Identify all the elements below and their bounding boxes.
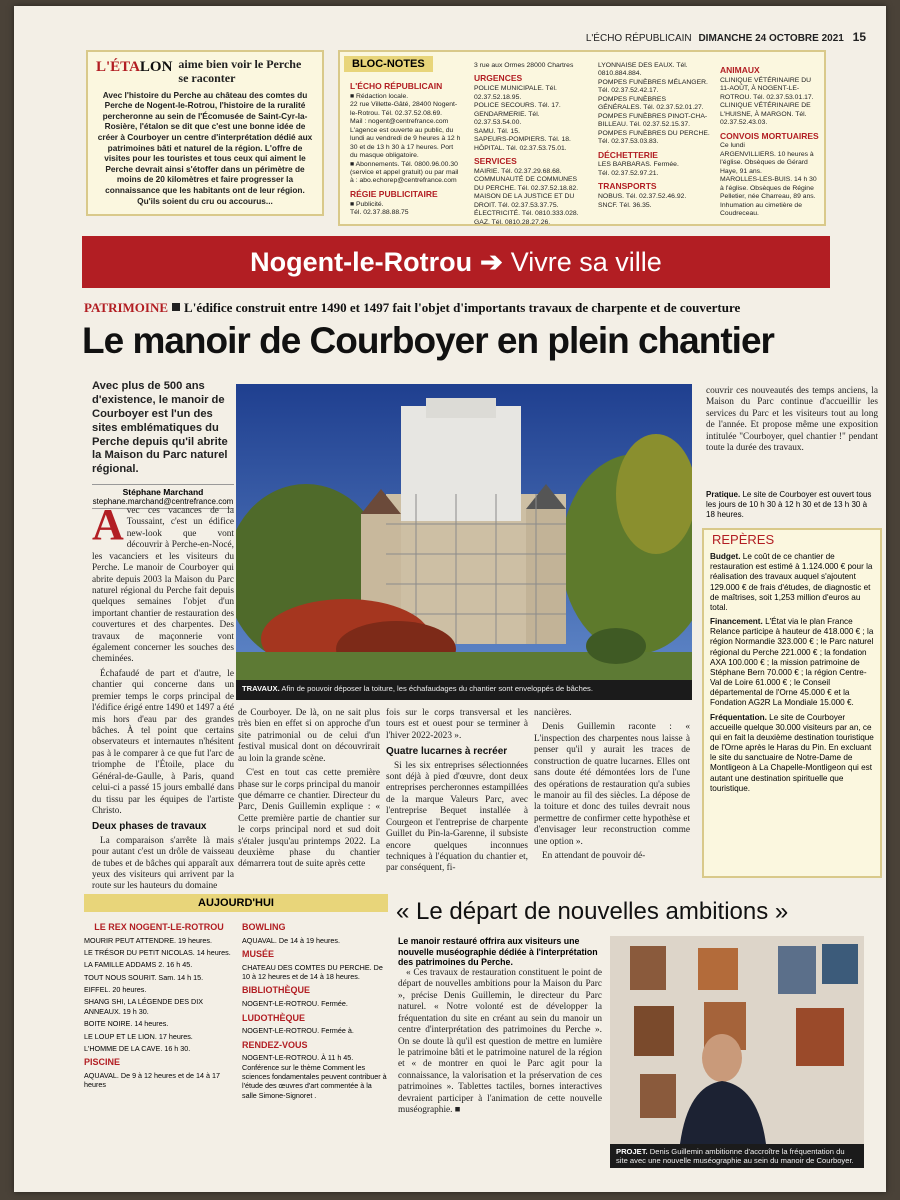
page-number: 15 [852,30,866,44]
financement-item: Financement. L'État via le plan France Relance participe à hauteur de 418.000 € ; la région Normandie 323.000 € ; le Parc naturel régional du Perche 221.000 € ; la fondation AXA 100.000 € ; la mission patrimoine de Stéphane Bern 70.000 € ; la région Centre-Val de Loire 61.000 € ; le Conseil départemental de l'Orne 45.000 € et la Fondation AG2R La Mondiale 15.000 €. [710,617,874,708]
ludotheque-heading: LUDOTHÈQUE [242,1012,305,1023]
bibliotheque-heading: BIBLIOTHÈQUE [242,985,311,996]
pratique-label: Pratique. [706,490,741,499]
bowling-item: AQUAVAL. De 14 à 19 heures. [242,935,341,945]
info-line: SAMU. Tél. 15. [474,127,520,135]
film-item: L'HOMME DE LA CAVE. 16 h 30. [84,1043,191,1053]
musee-item: CHATEAU DES COMTES DU PERCHE. De 10 à 12 heures et de 14 à 18 heures. [242,962,383,982]
budget-item: Budget. Le coût de ce chantier de restauration est estimé à 1.124.000 € pour la réalisation des travaux auquel s'ajoutent 129.000 € de frais d'études, de diagnostic et de maîtrises, soit 1,253 million d'euros au total. [710,552,873,612]
pratique-text: Le site de Courboyer est ouvert tous les jours de 10 h 30 à 12 h 30 et de 13 h 30 à 18 heures. [706,490,872,519]
film-item: LE LOUP ET LE LION. 17 heures. [84,1031,193,1041]
activities-listings [242,918,388,1103]
info-line: MAISON DE LA JUSTICE ET DU DROIT. Tél. 02.37.53.37.75. [474,193,575,209]
film-item: BOITE NOIRE. 14 heures. [84,1019,169,1029]
info-line: LES BARBARAS. Fermée. [598,161,679,169]
info-line: Ce lundi [720,142,745,150]
info-line: MAROLLES-LES-BUIS. 14 h 30 à l'église. Obsèques de Régine Pelletier, née Charreau, 89 ans. Inhumation au cimetière de Coudreceau. [720,176,817,218]
info-line: POLICE SECOURS. Tél. 17. [474,102,561,110]
cinema-heading: LE REX NOGENT-LE-ROTROU [94,922,224,932]
info-line: GAZ. Tél. 0810.28.27.26. [474,218,551,226]
article-column-4 [534,708,690,862]
bloc-col-1 [350,78,462,218]
info-line: SAPEURS-POMPIERS. Tél. 18. [474,136,571,144]
info-line: ■ Publicité. [350,200,384,208]
info-line: POMPES FUNÈBRES DU PERCHE. Tél. 02.37.53.03.83. [598,129,710,146]
reperes-title: REPÈRES [712,532,775,547]
paragraph: vec ces vacances de la Toussaint, c'est un édifice new-look que vont découvrir à Perche-en-Nocé, les vacanciers et les visiteurs du Perche. Le manoir de Courboyer qui abrite depuis 2003 la Maison du Parc naturel régional du Perche fait depuis quelques semaines l'objet d'un important chantier de restauration des couvertures et des charpentes. Des travaux de maçonnerie vont également concerner les souches des cheminées. [92,506,234,665]
section-heading: SERVICES [474,155,517,166]
director-photo [610,936,864,1144]
paragraph: Denis Guillemin raconte : « L'inspection des charpentes nous laisse à penser qu'il y aurait les traces de construction de quatre lucarnes. Elles ont sans doute été démontées lors de l'une des opérations de restauration qu'a subies le manoir au fil des siècles. La dépose de la toiture et donc des tuiles devrait nous permettre de confirmer cette hypothèse et d'envisager leur reconstruction comme une option ». [534,722,690,847]
frequentation-item: Fréquentation. Le site de Courboyer accueille quelque 30.000 visiteurs par an, ce qui en fait la deuxième destination touristique de l'Orne après le Haras du Pin. En excluant le site du sanctuaire de Notre-Dame de Montligeon à La Chapelle-Montligeon qui est autant une destination spirituelle que touristique. [710,712,874,793]
info-line: POMPES FUNÈBRES GÉNÉRALES. Tél. 02.37.52.01.27. [598,95,704,112]
ambitions-chapo: Le manoir restauré offrira aux visiteurs une nouvelle muséographie dédiée à l'interprétation des patrimoines du Perche. [398,936,598,968]
bloc-notes-box [338,50,826,226]
info-line: L'agence est ouverte au public, du lundi au vendredi de 9 heures à 12 h 30 et de 13 h 30 à 17 heures. Port du masque obligatoire. [350,126,461,160]
article-chapo: Avec plus de 500 ans d'existence, le manoir de Courboyer est l'un des sites emblématiques du Perche depuis qu'il abrite la Maison du Parc naturel régional. [92,380,228,476]
subheading: Deux phases de travaux [92,821,207,833]
film-item: EIFFEL. 20 heures. [84,985,147,995]
etalon-headline: aime bien voir le Perche se raconter [178,57,302,85]
film-item: LE TRÉSOR DU PETIT NICOLAS. 14 heures. [84,948,231,958]
band-town: Nogent-le-Rotrou [250,246,473,277]
bowling-heading: BOWLING [242,922,286,932]
info-line: LYONNAISE DES EAUX. Tél. 0810.884.884. [598,62,688,78]
paragraph: En attendant de pouvoir dé- [542,851,646,862]
paragraph: « Ces travaux de restauration constituent le point de départ de nouvelles ambitions pour la Maison du Parc », précise Denis Guillemin, le directeur du Parc naturel. « Notre volonté est de développer la fréquentation du site en créant au sein du manoir un centre d'interprétation des patrimoines du Perche ». On se doute là qu'il est question de mettre en lumière le patrimoine bâti et le patrimoine naturel de la région et « de montrer en quoi le Parc agit pour la connaissance, la valorisation et la préservation de ces patrimoines ». Tablettes tactiles, bornes interactives devraient participer à l'animation de cette nouvelle muséographie. ■ [398,968,602,1116]
cinema-listings [84,918,234,1093]
band-section: Vivre sa ville [510,246,662,277]
etalon-box [86,50,324,216]
info-line: CLINIQUE VÉTÉRINAIRE DE L'HUISNE, À MARGON. Tél. 02.37.52.43.03. [720,102,811,127]
info-line: POMPES FUNÈBRES MÉLANGER. Tél. 02.37.52.42.17. [598,78,708,95]
bloc-col-3 [598,62,710,210]
ludotheque-item: NOGENT-LE-ROTROU. Fermée à. [242,1026,354,1036]
rendez-vous-heading: RENDEZ-VOUS [242,1039,308,1050]
director-illustration [610,936,864,1144]
bloc-notes-tag: BLOC-NOTES [344,56,433,72]
director-photo-caption: PROJET. Denis Guillemin ambitionne d'accroître la fréquentation du site avec une nouvelle muséographie au sein du manoir de Courboyer. [610,1144,864,1168]
kicker-text: L'édifice construit entre 1490 et 1497 fait l'objet d'importants travaux de charpente et de couverture [184,300,741,315]
photo-caption: TRAVAUX. Afin de pouvoir déposer la toiture, les échafaudages du chantier sont enveloppés de bâches. [236,680,692,700]
paragraph: fois sur le corps transversal et les tours est et ouest pour se terminer à l'hiver 2022-2023 ». [386,708,528,741]
section-heading: L'ÉCHO RÉPUBLICAIN [350,81,443,91]
article-column-2 [238,708,380,871]
info-line: Mail : nogent@centrefrance.com [350,118,449,126]
aujourdhui-title: AUJOURD'HUI [84,894,388,912]
section-heading: DÉCHETTERIE [598,149,658,160]
author-name: Stéphane Marchand [122,487,204,497]
info-line: ARGENVILLIERS. 10 heures à l'église. Obsèques de Gérard Haye, 91 ans. [720,150,814,175]
pratique-note [706,490,878,520]
ambitions-title: « Le départ de nouvelles ambitions » [396,898,789,925]
manor-illustration [236,384,692,680]
article-column-3 [386,708,528,875]
square-icon [172,303,180,311]
kicker-label: PATRIMOINE [84,300,169,315]
paragraph: couvrir ces nouveautés des temps anciens, la Maison du Parc continue d'accueillir les services du Parc et les visiteurs tout au long de l'année. Et propose même une exposition intitulée "Courboyer, quel chantier !" pendant toute la durée des travaux. [706,386,878,454]
section-heading: URGENCES [474,73,523,84]
bloc-col-2 [474,62,586,227]
info-line: ÉLECTRICITÉ. Tél. 0810.333.028. [474,210,579,218]
subheading: Quatre lucarnes à recréer [386,746,508,758]
info-line: SNCF. Tél. 36.35. [598,201,652,209]
ambitions-text [398,968,602,1116]
article-kicker [84,300,740,316]
info-line: GENDARMERIE. Tél. 02.37.53.54.00. [474,110,540,127]
info-line: Tél. 02.37.52.97.21. [598,169,659,177]
paragraph: Si les six entreprises sélectionnées sont déjà à pied d'œuvre, dont deux entreprises percheronnes estampillées de la marque Valeurs Parc, avec l'entreprise Bequet installée à Courgeon et l'entreprise de charpente Guillet du Pin-la-Garenne, il subsiste encore quelques inconnues techniques à l'équation du chantier et, par conséquent, fi- [386,760,528,874]
drop-cap: A [92,500,124,549]
info-line: CLINIQUE VÉTÉRINAIRE DU 11-AOÛT, À NOGENT-LE-ROTROU. Tél. 02.37.53.01.17. [720,76,814,101]
musee-heading: MUSÉE [242,949,275,960]
header-date: DIMANCHE 24 OCTOBRE 2021 [698,33,844,44]
film-item: LA FAMILLE ADDAMS 2. 16 h 45. [84,960,193,970]
paragraph: La comparaison s'arrête là mais pour autant c'est un drôle de vaisseau de tubes et de bâches qui apparaît aux yeux des visiteurs qui arrivent par la route sur les hauteurs du domaine [92,835,234,892]
section-band [82,236,830,288]
etalon-logo: L'ÉTALON [96,59,173,75]
article-column-5 [706,386,878,455]
film-item: MOURIR PEUT ATTENDRE. 19 heures. [84,935,212,945]
paragraph: Échafaudé de part et d'autre, le chantier qui concerne dans un premier temps le corps principal de l'édifice érigé entre 1490 et 1497 a été mis hors d'eau par des grandes bâches. À tel point que certains observateurs et internautes n'hésitent pas à le comparer à ce que fut l'arc de triomphe de l'Étoile, place du Général-de-Gaulle, à Paris, quand celui-ci a passé 15 jours emballé dans du tissu par les équipes de l'artiste Christo. [92,668,234,816]
section-heading: RÉGIE PUBLICITAIRE [350,188,438,199]
film-item: TOUT NOUS SOURIT. Sam. 14 h 15. [84,972,204,982]
info-line: MAIRIE. Tél. 02.37.29.68.68. [474,167,562,175]
info-line: POMPES FUNÈBRES PINOT-CHA-BILLEAU. Tél. 02.37.52.15.37. [598,112,708,129]
arrow-icon: ➔ [480,246,503,277]
paper-name: L'ÉCHO RÉPUBLICAIN [585,33,692,44]
info-line: HÔPITAL. Tél. 02.37.53.75.01. [474,144,567,152]
rendez-vous-item: NOGENT-LE-ROTROU. À 11 h 45. Conférence sur le thème Comment les sciences fondamentales peuvent contribuer à l'étude des œuvres d'art commentée à la salle Simone-Signoret . [242,1053,387,1100]
reperes-box [702,528,882,878]
info-line: NOBUS. Tél. 02.37.52.46.92. [598,193,687,201]
info-line: 22 rue Villette-Gâté, 28400 Nogent-le-Rotrou. Tél. 02.37.52.08.69. [350,101,458,117]
info-line: Tél. 02.37.88.88.75 [350,209,409,217]
piscine-item: AQUAVAL. De 9 à 12 heures et de 14 à 17 heures [84,1070,220,1090]
author-email: stephane.marchand@centrefrance.com [92,497,234,506]
section-heading: CONVOIS MORTUAIRES [720,130,819,141]
paragraph: de Courboyer. De là, on ne sait plus très bien en effet si on approche d'un site patrimonial ou de celui d'un festival musical dont on découvrirait au loin la grande scène. [238,708,380,764]
manor-photo [236,384,692,700]
newspaper-page [14,6,886,1192]
aujourdhui-box [84,894,388,1190]
film-item: SHANG SHI, LA LÉGENDE DES DIX ANNEAUX. 19 h 30. [84,997,204,1016]
piscine-heading: PISCINE [84,1057,121,1068]
section-heading: ANIMAUX [720,65,760,75]
article-title: Le manoir de Courboyer en plein chantier [82,320,774,361]
info-line: POLICE MUNICIPALE. Tél. 02.37.52.18.95. [474,85,557,101]
info-line: ■ Rédaction locale. [350,92,409,100]
paragraph: nancières. [534,708,572,718]
running-header [586,30,866,44]
etalon-body: Avec l'histoire du Perche au château des comtes du Perche de Nogent-le-Rotrou, l'histoire de la ruralité percheronne au sein de l'Écomusée de Saint-Cyr-la-Rosière, l'étalon se dit que c'est une bonne idée de créer à Courboyer un centre d'interprétation dédié aux patrimoines bâti et naturel de la région. L'offre de visites pour les touristes et tous ceux qui aiment le Perche devrait ainsi s'étoffer dans un périmètre de moins de 20 kilomètres et faire progresser la connaissance que les habitants ont de leur région. Qu'ils soient du cru ou accourus... [97,89,313,206]
paragraph: C'est en tout cas cette première phase sur le corps principal du manoir que démarre ce chantier. Directeur du Parc, Denis Guillemin explique : « Cette première partie de chantier sur le corps principal nord et sud doit s'étaler jusqu'au printemps 2022. La deuxième phase du chantier démarrera tout de suite après cette [238,768,380,870]
info-line: COMMUNAUTÉ DE COMMUNES DU PERCHE. Tél. 02.37.52.18.82. [474,176,579,192]
info-line: 3 rue aux Ormes 28000 Chartres [474,62,574,69]
section-heading: TRANSPORTS [598,181,657,192]
bibliotheque-item: NOGENT-LE-ROTROU. Fermée. [242,999,348,1009]
info-line: ■ Abonnements. Tél. 0800.96.00.30 (service et appel gratuit) ou par mail à : abo.echorep@centrefrance.com [350,160,459,185]
bloc-col-4 [720,62,820,219]
